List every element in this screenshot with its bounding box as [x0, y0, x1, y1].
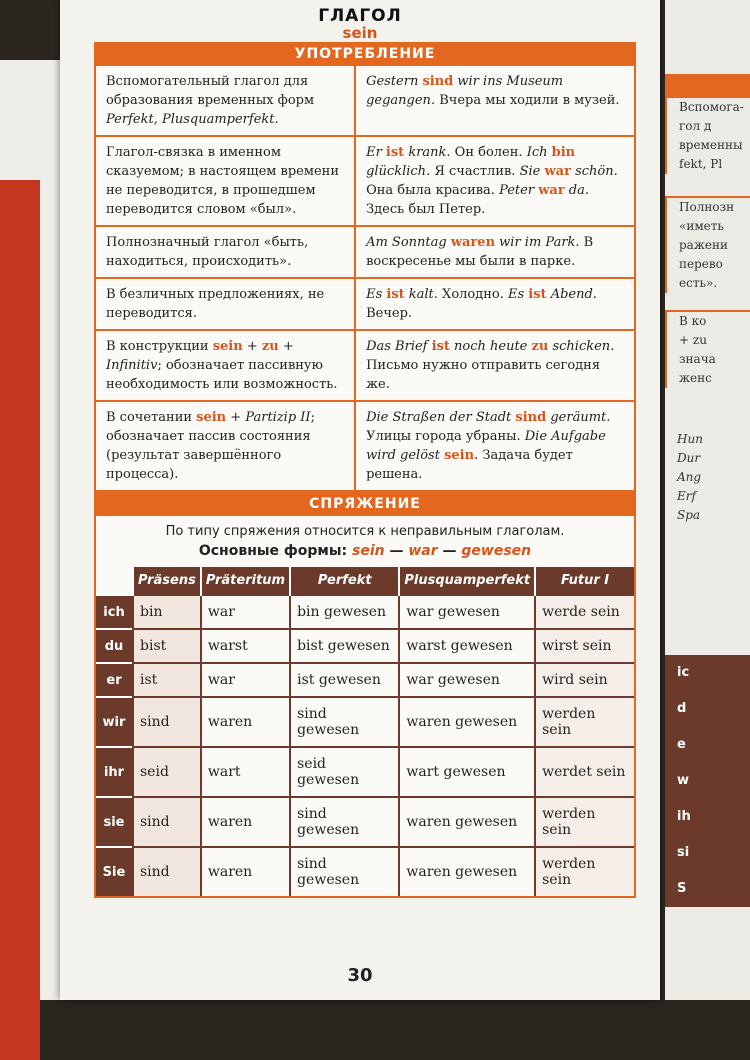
usage-row — [96, 400, 634, 490]
form-infinitive: sein — [352, 543, 385, 559]
text-fragment: Es — [508, 287, 529, 302]
next-page-block-2 — [665, 196, 750, 293]
form-cell: bin gewesen — [290, 595, 399, 629]
text-fragment: Er — [366, 145, 386, 160]
form-cell: seid — [133, 747, 201, 797]
text-fragment: . Задача будет решена. — [366, 448, 573, 482]
conjugation-title: СПРЯЖЕНИЕ — [94, 492, 636, 516]
text-fragment: noch heute — [449, 339, 532, 354]
main-forms-label: Основные формы: — [198, 543, 348, 559]
form-cell: werdet sein — [535, 747, 634, 797]
page-heading — [60, 6, 660, 42]
text-fragment: . Вечер. — [366, 287, 597, 321]
column-header: Präsens — [133, 567, 201, 595]
next-page-bar — [665, 74, 750, 96]
next-page-line: знача — [679, 352, 716, 366]
main-forms — [96, 543, 634, 567]
form-cell: ist — [133, 663, 201, 697]
form-cell: sind gewesen — [290, 797, 399, 847]
usage-row — [96, 135, 634, 225]
text-fragment: gelöst — [400, 448, 440, 463]
text-fragment: . Улицы города убраны. — [366, 410, 611, 444]
text-fragment: da — [564, 183, 585, 198]
conjugation-table — [96, 567, 634, 896]
next-page-line: fekt, Pl — [679, 157, 723, 171]
form-cell: war gewesen — [399, 595, 535, 629]
next-page-line: Spa — [677, 508, 701, 522]
usage-row — [96, 329, 634, 400]
usage-example — [356, 66, 634, 135]
text-fragment: . Я счастлив. — [426, 164, 520, 179]
highlighted-word: zu — [531, 339, 549, 354]
text-fragment: ; обозначает пассив состояния (результат завершённого процесса). — [106, 410, 315, 482]
conjugation-info: По типу спряжения относится к неправильным глаголам. — [165, 524, 565, 539]
next-page-line: женс — [679, 371, 712, 385]
text-fragment: Gestern — [366, 74, 423, 89]
usage-description — [96, 137, 356, 225]
form-cell: sind — [133, 697, 201, 747]
highlighted-word: waren — [450, 235, 496, 250]
text-fragment: . Вчера мы ходили в музей. — [430, 93, 620, 108]
text-fragment: Ich — [526, 145, 552, 160]
form-cell: sind — [133, 847, 201, 896]
form-cell: war gewesen — [399, 663, 535, 697]
text-fragment: В сочетании — [106, 410, 197, 425]
next-page-line: Hun — [677, 432, 703, 446]
usage-example — [356, 227, 634, 277]
table-header-row — [96, 567, 634, 595]
next-page-line: Erf — [677, 489, 696, 503]
form-cell: sind — [133, 797, 201, 847]
previous-page-edge — [0, 60, 60, 1000]
next-page-line: Dur — [677, 451, 701, 465]
next-page-pronoun: S — [665, 871, 750, 907]
conjugation-section — [94, 492, 636, 898]
text-fragment: Die Straßen der Stadt — [366, 410, 516, 425]
form-cell: wart — [201, 747, 290, 797]
table-row — [96, 663, 634, 697]
form-cell: sind gewesen — [290, 697, 399, 747]
next-page-line: В ко — [679, 314, 707, 328]
next-page-line: есть». — [679, 276, 718, 290]
next-page-pronoun: ih — [665, 799, 750, 835]
pronoun-cell: sie — [96, 797, 133, 847]
form-cell: war — [201, 595, 290, 629]
usage-description — [96, 279, 356, 329]
highlighted-word: ist — [528, 287, 547, 302]
form-cell: ist gewesen — [290, 663, 399, 697]
form-separator: — — [389, 543, 404, 559]
text-fragment: В конструкции — [106, 339, 213, 354]
highlighted-word: war — [538, 183, 565, 198]
highlighted-word: ist — [386, 287, 405, 302]
usage-title: УПОТРЕБЛЕНИЕ — [94, 42, 636, 66]
text-fragment: schicken — [548, 339, 611, 354]
text-fragment: Das Brief — [366, 339, 432, 354]
column-header: Präteritum — [201, 567, 290, 595]
table-row — [96, 595, 634, 629]
form-cell: war — [201, 663, 290, 697]
text-fragment: Глагол-связка в именном сказуемом; в настоящем времени не переводится, в прошедшем переводится словом «был». — [106, 145, 340, 217]
table-row — [96, 697, 634, 747]
text-fragment: . Холодно. — [433, 287, 508, 302]
form-cell: sind gewesen — [290, 847, 399, 896]
text-fragment: krank — [404, 145, 447, 160]
form-participle: gewesen — [461, 543, 532, 559]
next-page-block-4 — [665, 430, 750, 525]
page-number: 30 — [347, 965, 373, 986]
text-fragment: wir im Park — [495, 235, 576, 250]
highlighted-word: sein — [212, 339, 243, 354]
text-fragment: Infinitiv — [106, 358, 158, 373]
usage-section — [94, 42, 636, 492]
text-fragment: Am Sonntag — [366, 235, 451, 250]
next-page-line: временны — [679, 138, 743, 152]
text-fragment: geräumt — [546, 410, 607, 425]
usage-example — [356, 137, 634, 225]
pronoun-cell: Sie — [96, 847, 133, 896]
text-fragment: Вспомогательный глагол для образования временных форм — [106, 74, 315, 108]
next-page-pronoun: e — [665, 727, 750, 763]
form-cell: waren — [201, 697, 290, 747]
form-cell: wart gewesen — [399, 747, 535, 797]
next-page-line: ражени — [679, 238, 728, 252]
next-page-pronouns — [665, 655, 750, 907]
text-fragment: . Она была красива. — [366, 164, 618, 198]
verb-name: sein — [342, 24, 378, 42]
table-row — [96, 797, 634, 847]
text-fragment: Partizip II — [245, 410, 311, 425]
text-fragment: . Он болен. — [446, 145, 527, 160]
text-fragment: . Здесь был Петер. — [366, 183, 590, 217]
usage-row — [96, 277, 634, 329]
usage-description — [96, 66, 356, 135]
text-fragment: kalt — [404, 287, 434, 302]
next-page-line: гол д — [679, 119, 712, 133]
next-page-pronoun: w — [665, 763, 750, 799]
next-page-block-1 — [665, 96, 750, 174]
form-cell: waren — [201, 847, 290, 896]
form-cell: seid gewesen — [290, 747, 399, 797]
next-page-edge — [665, 0, 750, 1000]
highlighted-word: zu — [261, 339, 279, 354]
usage-example — [356, 402, 634, 490]
pronoun-cell: er — [96, 663, 133, 697]
next-page-pronoun: si — [665, 835, 750, 871]
next-page-line: «иметь — [679, 219, 724, 233]
highlighted-word: ist — [385, 145, 405, 160]
text-fragment: Sie — [519, 164, 545, 179]
pronoun-cell: du — [96, 629, 133, 663]
column-header: Plusquamperfekt — [399, 567, 535, 595]
conjugation-box — [94, 516, 636, 898]
text-fragment: . — [274, 112, 279, 127]
next-page-line: + zu — [679, 333, 707, 347]
usage-row — [96, 66, 634, 135]
form-cell: wird sein — [535, 663, 634, 697]
form-cell: warst gewesen — [399, 629, 535, 663]
pronoun-cell: ich — [96, 595, 133, 629]
column-header: Futur I — [535, 567, 634, 595]
text-fragment: glücklich — [366, 164, 427, 179]
highlighted-word: sein — [444, 448, 475, 463]
usage-description — [96, 331, 356, 400]
next-page-block-3 — [665, 310, 750, 388]
usage-description — [96, 402, 356, 490]
text-fragment: Peter — [499, 183, 539, 198]
highlighted-word: sein — [196, 410, 227, 425]
next-page-line: Полнозн — [679, 200, 735, 214]
usage-example — [356, 279, 634, 329]
text-fragment: + — [226, 410, 246, 425]
form-cell: werde sein — [535, 595, 634, 629]
form-separator: — — [442, 543, 457, 559]
usage-table — [94, 66, 636, 492]
form-cell: waren gewesen — [399, 797, 535, 847]
text-fragment: + — [242, 339, 262, 354]
text-fragment: . Письмо нужно отправить сегодня же. — [366, 339, 615, 392]
next-page-pronoun: d — [665, 691, 750, 727]
text-fragment: . В воскресенье мы были в парке. — [366, 235, 594, 269]
usage-row — [96, 225, 634, 277]
next-page-line: перево — [679, 257, 723, 271]
table-row — [96, 629, 634, 663]
table-row — [96, 847, 634, 896]
usage-example — [356, 331, 634, 400]
form-cell: werden sein — [535, 697, 634, 747]
usage-description — [96, 227, 356, 277]
next-page-line: Ang — [677, 470, 702, 484]
highlighted-word: ist — [431, 339, 450, 354]
form-praeteritum: war — [408, 543, 438, 559]
text-fragment: schön — [570, 164, 614, 179]
form-cell: werden sein — [535, 847, 634, 896]
page-title: ГЛАГОЛ — [318, 6, 402, 26]
form-cell: waren — [201, 797, 290, 847]
text-fragment: + — [278, 339, 294, 354]
highlighted-word: sind — [515, 410, 547, 425]
text-fragment: Полнозначный глагол «быть, находиться, происходить». — [106, 235, 309, 269]
column-header: Perfekt — [290, 567, 399, 595]
form-cell: werden sein — [535, 797, 634, 847]
book-page — [60, 0, 660, 1000]
form-cell: waren gewesen — [399, 847, 535, 896]
form-cell: waren gewesen — [399, 697, 535, 747]
text-fragment: ; обозначает пассивную необходимость или возможность. — [106, 358, 338, 392]
text-fragment: wir ins Museum gegangen — [366, 74, 564, 108]
form-cell: bin — [133, 595, 201, 629]
pronoun-cell: ihr — [96, 747, 133, 797]
text-fragment: Die Aufgabe wird — [366, 429, 606, 463]
form-cell: wirst sein — [535, 629, 634, 663]
text-fragment: Es — [366, 287, 387, 302]
highlighted-word: bin — [551, 145, 576, 160]
highlighted-word: war — [544, 164, 571, 179]
next-page-pronoun: ic — [665, 655, 750, 691]
text-fragment: Abend — [546, 287, 593, 302]
header-blank — [96, 567, 133, 595]
text-fragment: Perfekt, Plusquamperfekt — [106, 112, 275, 127]
pronoun-cell: wir — [96, 697, 133, 747]
text-fragment: В безличных предложениях, не переводится. — [106, 287, 325, 321]
table-row — [96, 747, 634, 797]
form-cell: bist gewesen — [290, 629, 399, 663]
form-cell: warst — [201, 629, 290, 663]
next-page-line: Вспомога- — [679, 100, 744, 114]
form-cell: bist — [133, 629, 201, 663]
highlighted-word: sind — [422, 74, 454, 89]
